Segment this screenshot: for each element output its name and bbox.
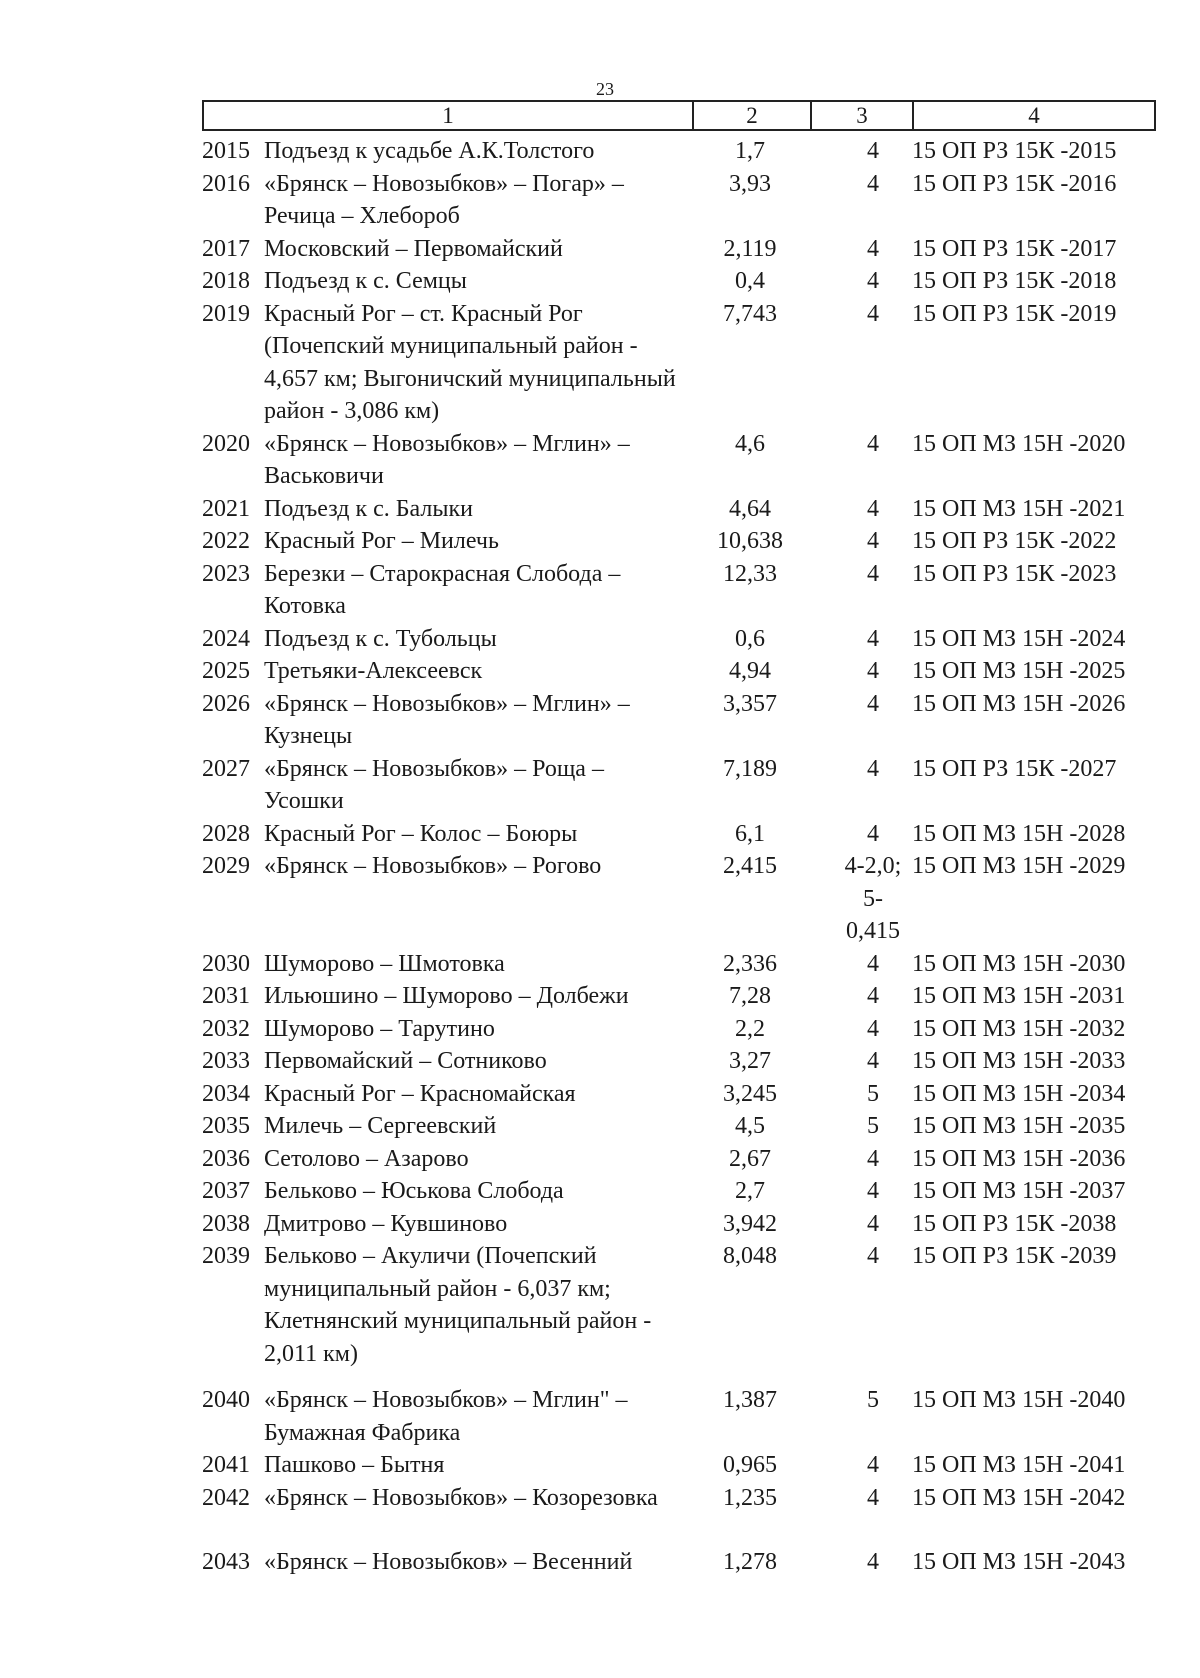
road-name: Дмитрово – Кувшиново (264, 1210, 508, 1237)
road-name: Первомайский – Сотниково (264, 1048, 547, 1074)
road-category: 4-2,0; 5-0,415 (844, 853, 902, 944)
road-id: 15 ОП МЗ 15Н -2042 (912, 1484, 1126, 1511)
road-number: 2025 (202, 658, 250, 684)
road-name: Красный Рог – ст. Красный Рог (Почепский муниципальный район - 4,657 км; Выгоничский муниципальный район - 3,086 км) (264, 300, 676, 424)
road-category: 4 (867, 1178, 879, 1204)
road-length: 2,67 (729, 1145, 771, 1172)
column-header-2: 2 (694, 102, 812, 129)
road-number: 2030 (202, 950, 250, 977)
road-category: 4 (867, 658, 879, 684)
road-id: 15 ОП МЗ 15Н -2029 (912, 853, 1126, 879)
road-id: 15 ОП МЗ 15Н -2041 (912, 1452, 1126, 1478)
road-category: 4 (867, 300, 879, 327)
table-header (202, 100, 1156, 131)
table-row (202, 233, 1156, 266)
road-number: 2031 (202, 983, 250, 1009)
table-row (202, 1045, 1156, 1078)
road-id: 15 ОП МЗ 15Н -2026 (912, 690, 1126, 717)
road-name: Бельково – Юськова Слобода (264, 1178, 564, 1204)
table-row (202, 1013, 1156, 1046)
road-name: Красный Рог – Милечь (264, 528, 499, 554)
road-name: «Брянск – Новозыбков» – Козорезовка (264, 1484, 658, 1511)
road-name: Третьяки-Алексеевск (264, 658, 483, 684)
table-row (202, 623, 1156, 656)
road-number: 2032 (202, 1015, 250, 1042)
road-length: 10,638 (717, 528, 783, 554)
column-header-1: 1 (204, 102, 694, 129)
road-length: 4,64 (729, 495, 771, 522)
road-name: «Брянск – Новозыбков» – Роща – Усошки (264, 755, 604, 814)
road-length: 7,743 (723, 300, 777, 327)
road-name: «Брянск – Новозыбков» – Рогово (264, 853, 602, 879)
road-number: 2020 (202, 430, 250, 457)
road-name: «Брянск – Новозыбков» – Погар» – Речица – Хлебороб (264, 170, 624, 229)
road-name: Березки – Старокрасная Слобода – Котовка (264, 560, 621, 619)
table-row (202, 688, 1156, 753)
road-id: 15 ОП МЗ 15Н -2028 (912, 820, 1126, 847)
road-category: 4 (867, 690, 879, 717)
road-id: 15 ОП МЗ 15Н -2033 (912, 1048, 1126, 1074)
road-id: 15 ОП МЗ 15Н -2032 (912, 1015, 1126, 1042)
table-row (202, 1110, 1156, 1143)
road-id: 15 ОП МЗ 15Н -2035 (912, 1113, 1126, 1139)
row-spacer (202, 1370, 1156, 1384)
road-id: 15 ОП МЗ 15Н -2034 (912, 1080, 1126, 1107)
road-name: Пашково – Бытня (264, 1452, 445, 1478)
road-name: «Брянск – Новозыбков» – Мглин» – Кузнецы (264, 690, 630, 749)
table-row (202, 493, 1156, 526)
road-number: 2029 (202, 853, 250, 879)
row-spacer (202, 1514, 1156, 1546)
road-id: 15 ОП МЗ 15Н -2036 (912, 1145, 1126, 1172)
road-name: Бельково – Акуличи (Почепский муниципальный район - 6,037 км; Клетнянский муниципальный район - 2,011 км) (264, 1243, 652, 1367)
road-number: 2027 (202, 755, 250, 782)
road-number: 2033 (202, 1048, 250, 1074)
road-category: 4 (867, 170, 879, 197)
road-name: «Брянск – Новозыбков» – Весенний (264, 1549, 633, 1575)
road-length: 4,5 (735, 1113, 765, 1139)
table-row (202, 428, 1156, 493)
road-length: 12,33 (723, 560, 777, 587)
road-length: 3,357 (723, 690, 777, 717)
road-category: 4 (867, 1484, 879, 1511)
road-length: 3,942 (723, 1210, 777, 1237)
table-row (202, 948, 1156, 981)
road-name: Милечь – Сергеевский (264, 1113, 497, 1139)
road-category: 5 (867, 1113, 879, 1139)
road-length: 2,336 (723, 950, 777, 977)
table-row (202, 980, 1156, 1013)
road-length: 3,245 (723, 1080, 777, 1107)
road-number: 2034 (202, 1080, 250, 1107)
table-row (202, 1175, 1156, 1208)
road-category: 4 (867, 268, 879, 294)
road-category: 4 (867, 138, 879, 164)
road-category: 4 (867, 528, 879, 554)
road-length: 3,93 (729, 170, 771, 197)
road-length: 0,6 (735, 625, 765, 652)
road-category: 4 (867, 820, 879, 847)
table-row (202, 1208, 1156, 1241)
road-number: 2036 (202, 1145, 250, 1172)
road-category: 4 (867, 950, 879, 977)
road-name: Шуморово – Тарутино (264, 1015, 495, 1042)
road-name: Московский – Первомайский (264, 235, 563, 262)
road-length: 1,278 (723, 1549, 777, 1575)
table-row (202, 1240, 1156, 1370)
road-category: 4 (867, 625, 879, 652)
road-number: 2037 (202, 1178, 250, 1204)
road-length: 1,387 (723, 1387, 777, 1413)
road-id: 15 ОП РЗ 15К -2016 (912, 170, 1117, 197)
road-number: 2019 (202, 300, 250, 327)
road-name: «Брянск – Новозыбков» – Мглин» – Васьковичи (264, 430, 630, 489)
road-name: Сетолово – Азарово (264, 1145, 469, 1172)
table-row (202, 265, 1156, 298)
road-id: 15 ОП РЗ 15К -2018 (912, 268, 1117, 294)
road-category: 4 (867, 1452, 879, 1478)
road-id: 15 ОП МЗ 15Н -2020 (912, 430, 1126, 457)
table-row (202, 1546, 1156, 1579)
road-length: 7,28 (729, 983, 771, 1009)
road-name: Подъезд к с. Семцы (264, 268, 467, 294)
road-id: 15 ОП РЗ 15К -2023 (912, 560, 1117, 587)
road-number: 2021 (202, 495, 250, 522)
road-number: 2041 (202, 1452, 250, 1478)
road-id: 15 ОП МЗ 15Н -2030 (912, 950, 1126, 977)
road-number: 2035 (202, 1113, 250, 1139)
table-row (202, 558, 1156, 623)
road-id: 15 ОП РЗ 15К -2022 (912, 528, 1117, 554)
road-length: 0,965 (723, 1452, 777, 1478)
road-id: 15 ОП РЗ 15К -2039 (912, 1243, 1117, 1269)
page-number: 23 (596, 79, 614, 99)
road-number: 2038 (202, 1210, 250, 1237)
road-category: 4 (867, 983, 879, 1009)
road-category: 4 (867, 1549, 879, 1575)
road-number: 2039 (202, 1243, 250, 1269)
column-header-3: 3 (812, 102, 914, 129)
road-id: 15 ОП МЗ 15Н -2037 (912, 1178, 1126, 1204)
column-header-4: 4 (1028, 102, 1040, 128)
road-name: Подъезд к усадьбе А.К.Толстого (264, 138, 595, 164)
road-length: 2,2 (735, 1015, 765, 1042)
road-category: 5 (867, 1080, 879, 1107)
road-number: 2023 (202, 560, 250, 587)
table-row (202, 1384, 1156, 1449)
road-number: 2028 (202, 820, 250, 847)
table-row (202, 168, 1156, 233)
road-name: Подъезд к с. Балыки (264, 495, 474, 522)
road-id: 15 ОП РЗ 15К -2038 (912, 1210, 1117, 1237)
table-row (202, 1078, 1156, 1111)
road-category: 4 (867, 1243, 879, 1269)
road-id: 15 ОП МЗ 15Н -2025 (912, 658, 1126, 684)
road-id: 15 ОП МЗ 15Н -2031 (912, 983, 1126, 1009)
road-length: 6,1 (735, 820, 765, 847)
road-category: 4 (867, 430, 879, 457)
road-length: 2,415 (723, 853, 777, 879)
road-number: 2015 (202, 138, 250, 164)
road-length: 1,7 (735, 138, 765, 164)
table-row (202, 1449, 1156, 1482)
table-row (202, 135, 1156, 168)
road-category: 4 (867, 560, 879, 587)
road-length: 2,7 (735, 1178, 765, 1204)
table-row (202, 525, 1156, 558)
table-row (202, 1143, 1156, 1176)
table-row (202, 850, 1156, 948)
road-number: 2018 (202, 268, 250, 294)
road-name: «Брянск – Новозыбков» – Мглин" – Бумажная Фабрика (264, 1387, 628, 1446)
road-category: 4 (867, 1210, 879, 1237)
road-length: 4,94 (729, 658, 771, 684)
road-id: 15 ОП МЗ 15Н -2043 (912, 1549, 1126, 1575)
table-row (202, 818, 1156, 851)
road-category: 4 (867, 755, 879, 782)
road-id: 15 ОП МЗ 15Н -2040 (912, 1387, 1126, 1413)
road-id: 15 ОП МЗ 15Н -2021 (912, 495, 1126, 522)
road-category: 4 (867, 1015, 879, 1042)
table-row (202, 1482, 1156, 1515)
road-length: 2,119 (723, 235, 777, 262)
road-name: Красный Рог – Красномайская (264, 1080, 576, 1107)
road-name: Подъезд к с. Тубольцы (264, 625, 497, 652)
road-category: 4 (867, 1145, 879, 1172)
road-id: 15 ОП РЗ 15К -2015 (912, 138, 1117, 164)
road-length: 3,27 (729, 1048, 771, 1074)
road-number: 2022 (202, 528, 250, 554)
road-number: 2040 (202, 1387, 250, 1413)
road-number: 2024 (202, 625, 250, 652)
road-table-body (202, 135, 1156, 1579)
road-length: 7,189 (723, 755, 777, 782)
road-length: 1,235 (723, 1484, 777, 1511)
road-number: 2043 (202, 1549, 250, 1575)
road-id: 15 ОП РЗ 15К -2019 (912, 300, 1117, 327)
road-id: 15 ОП РЗ 15К -2017 (912, 235, 1117, 262)
road-name: Ильюшино – Шуморово – Долбежи (264, 983, 629, 1009)
table-row (202, 298, 1156, 428)
road-number: 2017 (202, 235, 250, 262)
road-length: 4,6 (735, 430, 765, 457)
road-id: 15 ОП РЗ 15К -2027 (912, 755, 1117, 782)
road-number: 2042 (202, 1484, 250, 1511)
road-category: 4 (867, 235, 879, 262)
road-id: 15 ОП МЗ 15Н -2024 (912, 625, 1126, 652)
road-name: Шуморово – Шмотовка (264, 950, 505, 977)
road-category: 4 (867, 495, 879, 522)
road-category: 5 (867, 1387, 879, 1413)
road-category: 4 (867, 1048, 879, 1074)
road-name: Красный Рог – Колос – Боюры (264, 820, 578, 847)
road-number: 2026 (202, 690, 250, 717)
road-length: 8,048 (723, 1243, 777, 1269)
road-length: 0,4 (735, 268, 765, 294)
road-number: 2016 (202, 170, 250, 197)
table-row (202, 655, 1156, 688)
table-row (202, 753, 1156, 818)
